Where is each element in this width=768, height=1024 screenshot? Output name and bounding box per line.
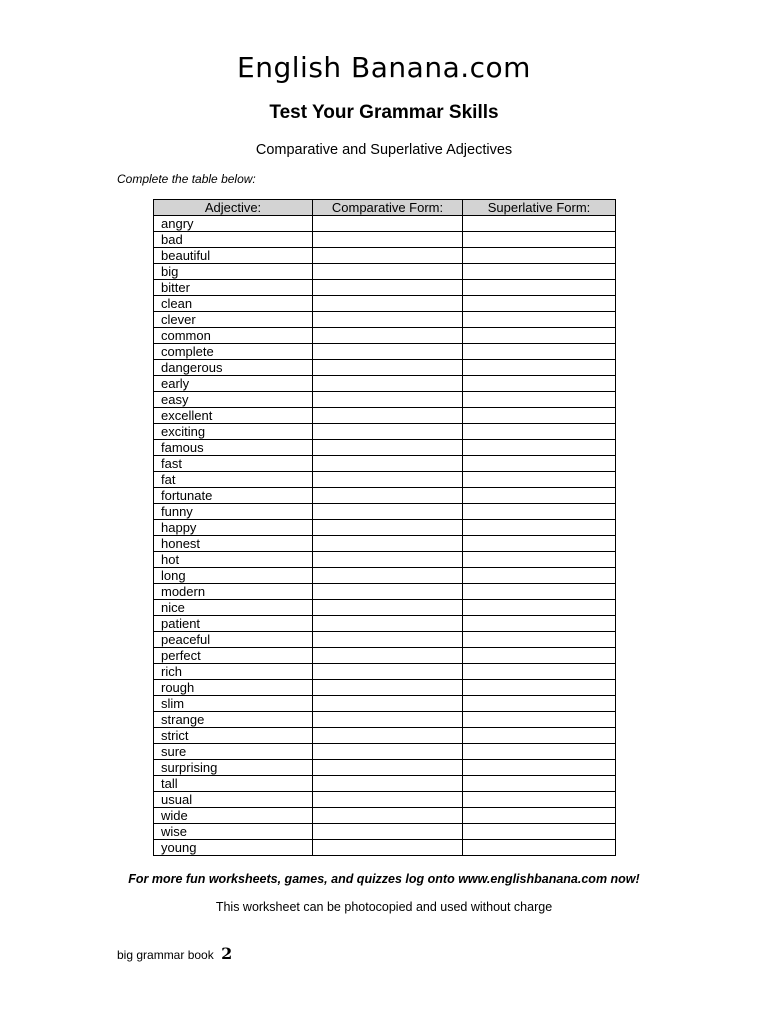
- comparative-answer-cell[interactable]: [313, 472, 463, 488]
- table-row: [154, 824, 616, 840]
- adjective-cell: sure: [154, 744, 313, 760]
- comparative-answer-cell[interactable]: [313, 344, 463, 360]
- superlative-answer-cell[interactable]: [463, 760, 616, 776]
- column-header-adjective: Adjective:: [154, 200, 313, 216]
- comparative-answer-cell[interactable]: [313, 536, 463, 552]
- superlative-answer-cell[interactable]: [463, 776, 616, 792]
- table-row: [154, 456, 616, 472]
- table-row: [154, 376, 616, 392]
- adjective-cell: long: [154, 568, 313, 584]
- table-row: [154, 728, 616, 744]
- instruction-text: Complete the table below:: [117, 172, 256, 186]
- comparative-answer-cell[interactable]: [313, 680, 463, 696]
- table-row: [154, 312, 616, 328]
- adjective-cell: wide: [154, 808, 313, 824]
- page-footer: [117, 945, 232, 964]
- table-row: [154, 696, 616, 712]
- adjective-cell: bitter: [154, 280, 313, 296]
- superlative-answer-cell[interactable]: [463, 328, 616, 344]
- superlative-answer-cell[interactable]: [463, 312, 616, 328]
- superlative-answer-cell[interactable]: [463, 296, 616, 312]
- adjective-cell: clever: [154, 312, 313, 328]
- adjective-cell: common: [154, 328, 313, 344]
- comparative-answer-cell[interactable]: [313, 440, 463, 456]
- comparative-answer-cell[interactable]: [313, 648, 463, 664]
- table-row: [154, 520, 616, 536]
- superlative-answer-cell[interactable]: [463, 616, 616, 632]
- adjective-cell: strange: [154, 712, 313, 728]
- table-row: [154, 296, 616, 312]
- superlative-answer-cell[interactable]: [463, 648, 616, 664]
- adjective-cell: fat: [154, 472, 313, 488]
- table-row: [154, 760, 616, 776]
- superlative-answer-cell[interactable]: [463, 824, 616, 840]
- adjective-cell: early: [154, 376, 313, 392]
- site-logo: English Banana.com: [237, 51, 531, 84]
- superlative-answer-cell[interactable]: [463, 488, 616, 504]
- comparative-answer-cell[interactable]: [313, 232, 463, 248]
- comparative-answer-cell[interactable]: [313, 808, 463, 824]
- adjective-cell: rich: [154, 664, 313, 680]
- superlative-answer-cell[interactable]: [463, 696, 616, 712]
- table-row: [154, 408, 616, 424]
- comparative-answer-cell[interactable]: [313, 712, 463, 728]
- page-title: Test Your Grammar Skills: [269, 102, 499, 123]
- table-row: [154, 232, 616, 248]
- superlative-answer-cell[interactable]: [463, 264, 616, 280]
- table-row: [154, 360, 616, 376]
- adjective-cell: fortunate: [154, 488, 313, 504]
- superlative-answer-cell[interactable]: [463, 504, 616, 520]
- adjective-cell: happy: [154, 520, 313, 536]
- comparative-answer-cell[interactable]: [313, 392, 463, 408]
- table-row: [154, 600, 616, 616]
- table-row: [154, 568, 616, 584]
- adjective-cell: usual: [154, 792, 313, 808]
- adjectives-table: [153, 199, 616, 856]
- adjective-cell: wise: [154, 824, 313, 840]
- table-row: [154, 808, 616, 824]
- adjective-cell: modern: [154, 584, 313, 600]
- table-row: [154, 664, 616, 680]
- adjective-cell: surprising: [154, 760, 313, 776]
- superlative-answer-cell[interactable]: [463, 712, 616, 728]
- superlative-answer-cell[interactable]: [463, 680, 616, 696]
- table-row: [154, 616, 616, 632]
- adjective-cell: hot: [154, 552, 313, 568]
- table-row: [154, 744, 616, 760]
- table-row: [154, 504, 616, 520]
- adjective-cell: perfect: [154, 648, 313, 664]
- adjective-cell: complete: [154, 344, 313, 360]
- superlative-answer-cell[interactable]: [463, 600, 616, 616]
- superlative-answer-cell[interactable]: [463, 392, 616, 408]
- superlative-answer-cell[interactable]: [463, 232, 616, 248]
- comparative-answer-cell[interactable]: [313, 552, 463, 568]
- comparative-answer-cell[interactable]: [313, 600, 463, 616]
- superlative-answer-cell[interactable]: [463, 424, 616, 440]
- adjective-cell: peaceful: [154, 632, 313, 648]
- table-row: [154, 488, 616, 504]
- comparative-answer-cell[interactable]: [313, 504, 463, 520]
- table-row: [154, 472, 616, 488]
- superlative-answer-cell[interactable]: [463, 840, 616, 856]
- table-row: [154, 632, 616, 648]
- superlative-answer-cell[interactable]: [463, 552, 616, 568]
- superlative-answer-cell[interactable]: [463, 728, 616, 744]
- photocopy-note: This worksheet can be photocopied and used without charge: [215, 900, 553, 914]
- adjective-cell: clean: [154, 296, 313, 312]
- adjective-cell: honest: [154, 536, 313, 552]
- comparative-answer-cell[interactable]: [313, 488, 463, 504]
- comparative-answer-cell[interactable]: [313, 568, 463, 584]
- table-header-row: [154, 200, 616, 216]
- adjective-cell: funny: [154, 504, 313, 520]
- superlative-answer-cell[interactable]: [463, 568, 616, 584]
- comparative-answer-cell[interactable]: [313, 840, 463, 856]
- adjective-cell: exciting: [154, 424, 313, 440]
- superlative-answer-cell[interactable]: [463, 344, 616, 360]
- table-row: [154, 536, 616, 552]
- comparative-answer-cell[interactable]: [313, 408, 463, 424]
- comparative-answer-cell[interactable]: [313, 744, 463, 760]
- comparative-answer-cell[interactable]: [313, 824, 463, 840]
- adjective-cell: famous: [154, 440, 313, 456]
- table-row: [154, 392, 616, 408]
- table-row: [154, 680, 616, 696]
- table-row: [154, 344, 616, 360]
- superlative-answer-cell[interactable]: [463, 664, 616, 680]
- promo-text: For more fun worksheets, games, and quizzes log onto www.englishbanana.com now!: [128, 872, 640, 886]
- table-row: [154, 840, 616, 856]
- comparative-answer-cell[interactable]: [313, 328, 463, 344]
- comparative-answer-cell[interactable]: [313, 424, 463, 440]
- comparative-answer-cell[interactable]: [313, 456, 463, 472]
- adjective-cell: young: [154, 840, 313, 856]
- adjective-cell: excellent: [154, 408, 313, 424]
- comparative-answer-cell[interactable]: [313, 296, 463, 312]
- comparative-answer-cell[interactable]: [313, 760, 463, 776]
- table-row: [154, 424, 616, 440]
- table-row: [154, 712, 616, 728]
- table-row: [154, 216, 616, 232]
- superlative-answer-cell[interactable]: [463, 472, 616, 488]
- adjective-cell: tall: [154, 776, 313, 792]
- superlative-answer-cell[interactable]: [463, 456, 616, 472]
- table-row: [154, 440, 616, 456]
- comparative-answer-cell[interactable]: [313, 664, 463, 680]
- superlative-answer-cell[interactable]: [463, 584, 616, 600]
- adjective-cell: rough: [154, 680, 313, 696]
- comparative-answer-cell[interactable]: [313, 632, 463, 648]
- table-row: [154, 792, 616, 808]
- table-row: [154, 248, 616, 264]
- table-row: [154, 776, 616, 792]
- comparative-answer-cell[interactable]: [313, 520, 463, 536]
- page-number: 2: [221, 944, 233, 963]
- comparative-answer-cell[interactable]: [313, 216, 463, 232]
- adjective-cell: beautiful: [154, 248, 313, 264]
- comparative-answer-cell[interactable]: [313, 776, 463, 792]
- superlative-answer-cell[interactable]: [463, 216, 616, 232]
- adjective-cell: patient: [154, 616, 313, 632]
- superlative-answer-cell[interactable]: [463, 280, 616, 296]
- adjective-cell: dangerous: [154, 360, 313, 376]
- book-label: big grammar book: [117, 948, 214, 962]
- comparative-answer-cell[interactable]: [313, 792, 463, 808]
- superlative-answer-cell[interactable]: [463, 248, 616, 264]
- adjective-cell: big: [154, 264, 313, 280]
- comparative-answer-cell[interactable]: [313, 696, 463, 712]
- adjective-cell: nice: [154, 600, 313, 616]
- comparative-answer-cell[interactable]: [313, 360, 463, 376]
- adjective-cell: fast: [154, 456, 313, 472]
- comparative-answer-cell[interactable]: [313, 264, 463, 280]
- comparative-answer-cell[interactable]: [313, 376, 463, 392]
- adjective-cell: bad: [154, 232, 313, 248]
- superlative-answer-cell[interactable]: [463, 632, 616, 648]
- column-header-comparative: Comparative Form:: [313, 200, 463, 216]
- adjective-cell: slim: [154, 696, 313, 712]
- superlative-answer-cell[interactable]: [463, 408, 616, 424]
- superlative-answer-cell[interactable]: [463, 520, 616, 536]
- adjective-cell: easy: [154, 392, 313, 408]
- column-header-superlative: Superlative Form:: [463, 200, 616, 216]
- table-row: [154, 584, 616, 600]
- superlative-answer-cell[interactable]: [463, 744, 616, 760]
- adjective-cell: angry: [154, 216, 313, 232]
- comparative-answer-cell[interactable]: [313, 616, 463, 632]
- table-row: [154, 280, 616, 296]
- adjective-cell: strict: [154, 728, 313, 744]
- table-body: [154, 216, 616, 856]
- comparative-answer-cell[interactable]: [313, 248, 463, 264]
- superlative-answer-cell[interactable]: [463, 360, 616, 376]
- comparative-answer-cell[interactable]: [313, 584, 463, 600]
- table-row: [154, 552, 616, 568]
- superlative-answer-cell[interactable]: [463, 808, 616, 824]
- page-subtitle: Comparative and Superlative Adjectives: [255, 142, 513, 158]
- superlative-answer-cell[interactable]: [463, 792, 616, 808]
- comparative-answer-cell[interactable]: [313, 312, 463, 328]
- superlative-answer-cell[interactable]: [463, 536, 616, 552]
- table-row: [154, 648, 616, 664]
- table-row: [154, 328, 616, 344]
- comparative-answer-cell[interactable]: [313, 728, 463, 744]
- superlative-answer-cell[interactable]: [463, 440, 616, 456]
- table-row: [154, 264, 616, 280]
- comparative-answer-cell[interactable]: [313, 280, 463, 296]
- superlative-answer-cell[interactable]: [463, 376, 616, 392]
